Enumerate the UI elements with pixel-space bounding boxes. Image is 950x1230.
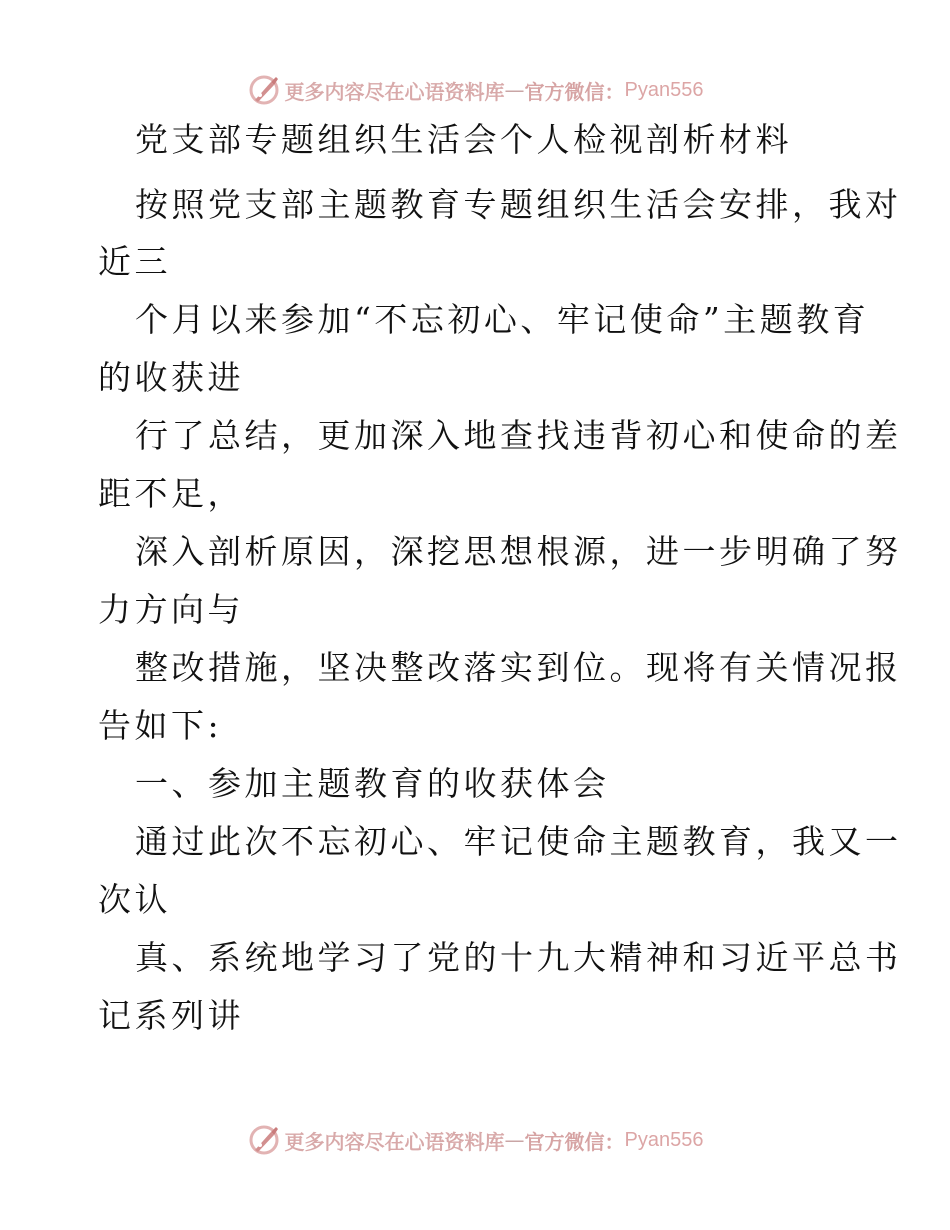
header-watermark [0, 70, 950, 110]
paragraph-line: 整改措施，坚决整改落实到位。现将有关情况报 [135, 648, 902, 687]
paragraph-line: 距不足， [98, 474, 244, 513]
watermark-main-text: 更多内容尽在心语资料库 [284, 1129, 505, 1154]
watermark-wechat-label: 官方微信： [524, 1129, 625, 1154]
watermark-wechat-id: Pyan556 [624, 78, 704, 101]
paragraph-line: 深入剖析原因，深挖思想根源，进一步明确了努 [135, 532, 902, 571]
section-heading: 一、参加主题教育的收获体会 [135, 764, 610, 803]
paragraph-line: 次认 [98, 880, 171, 919]
footer-watermark [0, 1120, 950, 1160]
watermark-separator: — [504, 1128, 525, 1152]
paragraph-line: 告如下: [98, 706, 223, 745]
quill-logo-icon [247, 73, 281, 107]
paragraph-line: 个月以来参加“不忘初心、牢记使命”主题教育 [135, 300, 870, 339]
paragraph-line: 按照党支部主题教育专题组织生活会安排，我对 [135, 185, 902, 224]
quill-logo-icon [247, 1123, 281, 1157]
paragraph-line: 近三 [98, 242, 171, 281]
watermark-main-text: 更多内容尽在心语资料库 [284, 79, 505, 104]
paragraph-line: 力方向与 [98, 590, 244, 629]
watermark-wechat-id: Pyan556 [624, 1128, 704, 1151]
document-title: 党支部专题组织生活会个人检视剖析材料 [135, 120, 792, 159]
paragraph-line: 记系列讲 [98, 996, 244, 1035]
paragraph-line: 的收获进 [98, 358, 244, 397]
watermark-separator: — [504, 78, 525, 102]
paragraph-line: 通过此次不忘初心、牢记使命主题教育，我又一 [135, 822, 902, 861]
watermark-wechat-label: 官方微信： [524, 79, 625, 104]
paragraph-line: 真、系统地学习了党的十九大精神和习近平总书 [135, 938, 902, 977]
paragraph-line: 行了总结，更加深入地查找违背初心和使命的差 [135, 416, 902, 455]
